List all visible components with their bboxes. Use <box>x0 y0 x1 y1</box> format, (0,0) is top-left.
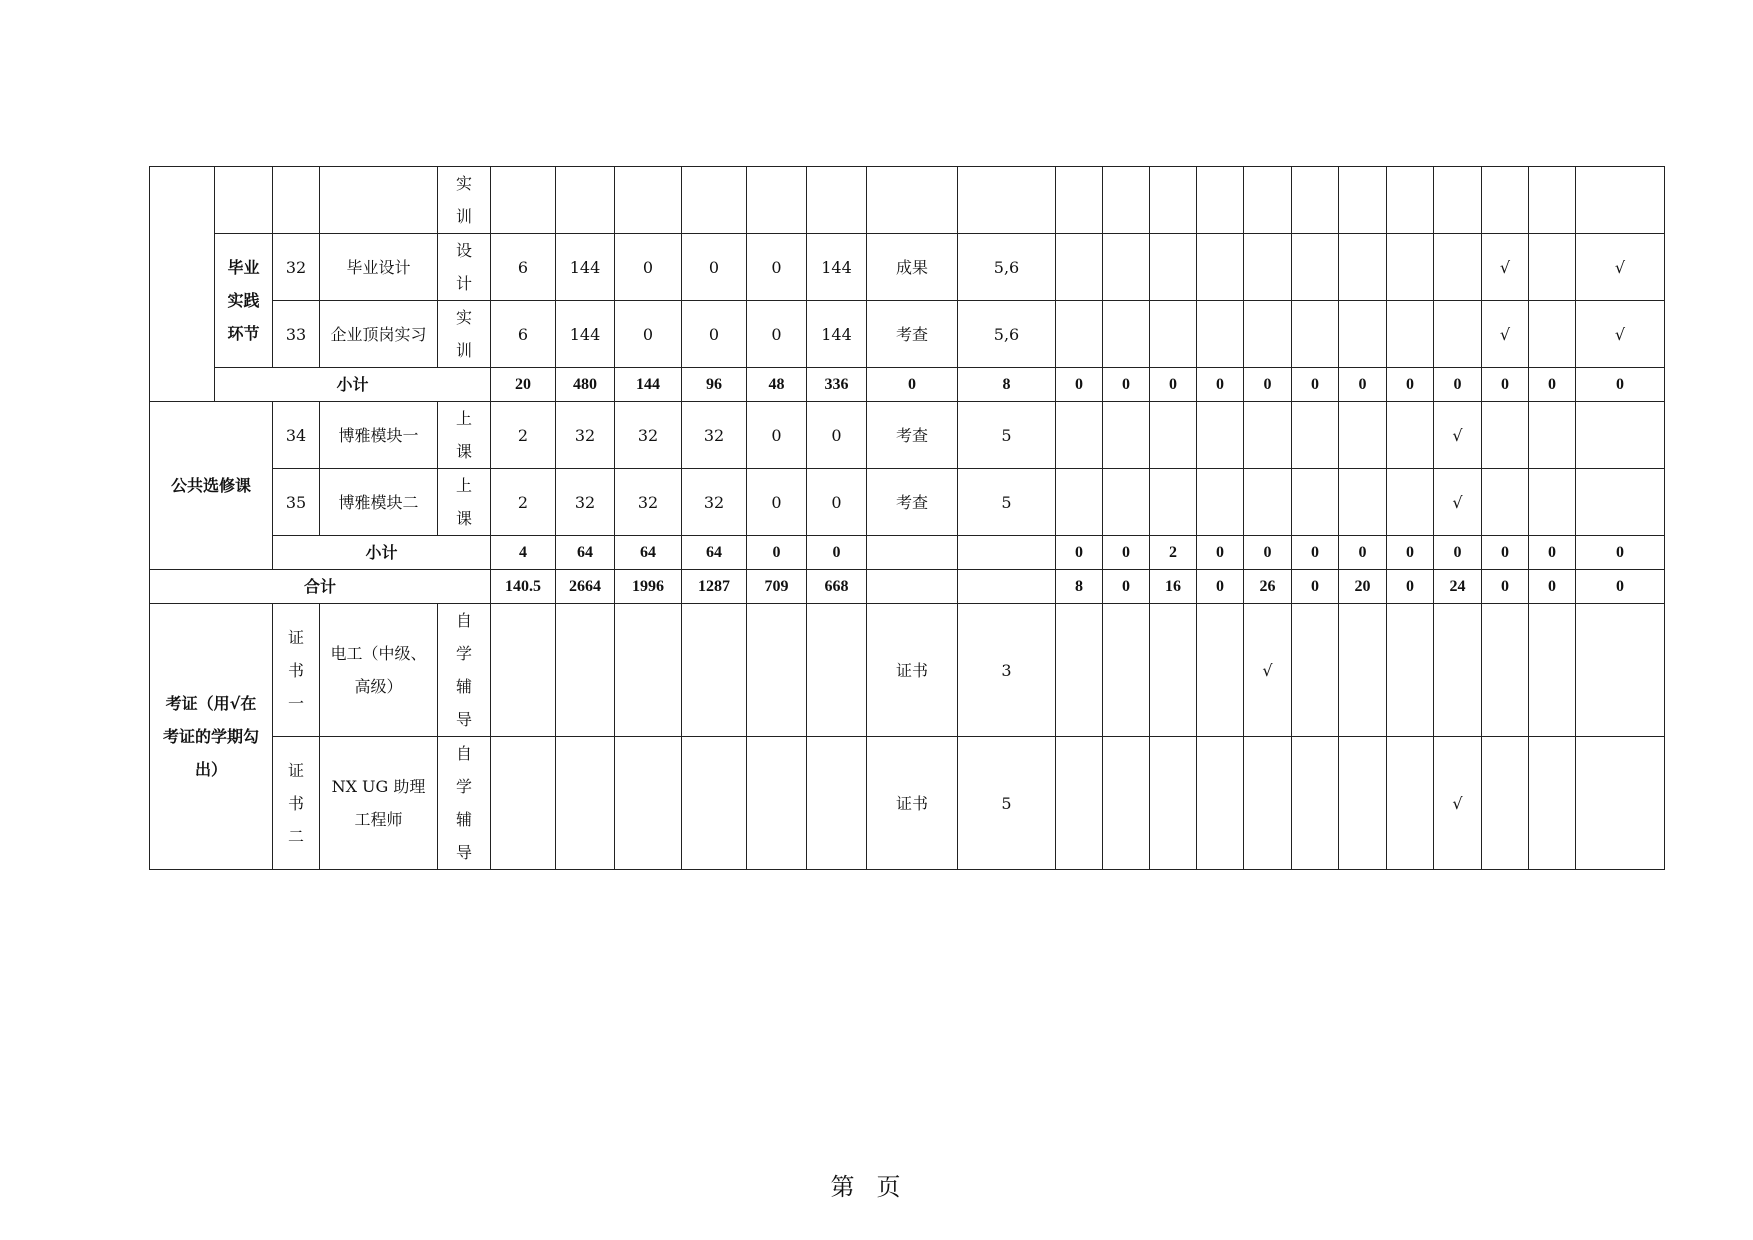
semester-mark <box>1292 737 1339 870</box>
course-number: 34 <box>273 402 320 469</box>
method-cell: 实 训 <box>438 301 491 368</box>
week-value: 0 <box>1197 536 1244 570</box>
table-cell <box>1387 167 1434 234</box>
week-value: 0 <box>1387 368 1434 402</box>
semester-mark <box>1387 737 1434 870</box>
semester-mark <box>1292 234 1339 301</box>
semester-mark <box>1387 402 1434 469</box>
table-cell <box>1103 167 1150 234</box>
subtotal-value: 48 <box>747 368 807 402</box>
week-value: 0 <box>1434 536 1482 570</box>
table-cell <box>1576 167 1665 234</box>
certificate-name: NX UG 助理 工程师 <box>320 737 438 870</box>
semester-mark <box>1292 301 1339 368</box>
subtotal-value: 64 <box>556 536 615 570</box>
week-value: 0 <box>1103 368 1150 402</box>
semester-mark <box>1529 402 1576 469</box>
group-label-graduation: 毕业 实践 环节 <box>215 234 273 368</box>
semester-mark <box>1150 737 1197 870</box>
total-value <box>867 570 958 604</box>
table-row-course <box>150 402 1665 469</box>
semester-mark <box>1244 737 1292 870</box>
week-value: 0 <box>1529 368 1576 402</box>
subtotal-value: 0 <box>747 536 807 570</box>
course-number: 33 <box>273 301 320 368</box>
week-value: 0 <box>1103 570 1150 604</box>
hours-cell: 32 <box>556 469 615 536</box>
hours-cell: 0 <box>807 469 867 536</box>
week-value: 0 <box>1387 536 1434 570</box>
semester-mark <box>1103 402 1150 469</box>
table-cell <box>1197 167 1244 234</box>
week-value: 0 <box>1197 570 1244 604</box>
semester-mark <box>1434 234 1482 301</box>
term-cell: 5,6 <box>958 301 1056 368</box>
subtotal-label: 小计 <box>273 536 491 570</box>
method-cell: 实 训 <box>438 167 491 234</box>
subtotal-value: 336 <box>807 368 867 402</box>
table-cell <box>747 167 807 234</box>
term-cell: 5,6 <box>958 234 1056 301</box>
hours-cell: 0 <box>747 469 807 536</box>
semester-mark <box>1576 469 1665 536</box>
hours-cell: 144 <box>807 234 867 301</box>
week-value: 0 <box>1482 570 1529 604</box>
subtotal-value <box>867 536 958 570</box>
page-footer: 第页 <box>830 1173 923 1201</box>
hours-cell: 0 <box>747 234 807 301</box>
semester-mark <box>1103 469 1150 536</box>
semester-mark <box>1339 234 1387 301</box>
semester-mark <box>1056 402 1103 469</box>
week-value: 2 <box>1150 536 1197 570</box>
semester-mark <box>1150 604 1197 737</box>
table-cell <box>615 167 682 234</box>
table-cell <box>867 167 958 234</box>
subtotal-value: 4 <box>491 536 556 570</box>
semester-mark <box>1244 402 1292 469</box>
semester-mark <box>1103 604 1150 737</box>
semester-mark <box>1529 469 1576 536</box>
certificate-number: 证 书 二 <box>273 737 320 870</box>
subtotal-value: 480 <box>556 368 615 402</box>
semester-mark <box>1197 469 1244 536</box>
week-value: 0 <box>1529 536 1576 570</box>
table-body <box>150 167 1665 870</box>
semester-mark <box>1387 234 1434 301</box>
semester-mark <box>1339 301 1387 368</box>
table-cell <box>1244 167 1292 234</box>
method-cell: 上 课 <box>438 402 491 469</box>
week-value: 20 <box>1339 570 1387 604</box>
table-row-subtotal <box>150 368 1665 402</box>
table-cell <box>958 167 1056 234</box>
semester-mark <box>1576 402 1665 469</box>
week-value: 0 <box>1244 536 1292 570</box>
semester-mark <box>1197 604 1244 737</box>
hours-cell: 0 <box>615 301 682 368</box>
week-value: 0 <box>1197 368 1244 402</box>
table-cell <box>1292 167 1339 234</box>
semester-mark <box>1576 737 1665 870</box>
assessment-cell: 成果 <box>867 234 958 301</box>
week-value: 0 <box>1103 536 1150 570</box>
table-cell <box>320 167 438 234</box>
hours-cell <box>615 604 682 737</box>
assessment-cell: 考查 <box>867 402 958 469</box>
table-row-course <box>150 469 1665 536</box>
table-cell <box>682 167 747 234</box>
semester-mark <box>1434 301 1482 368</box>
certificate-number: 证 书 一 <box>273 604 320 737</box>
group-label-certificate: 考证（用√在 考证的学期勾 出） <box>150 604 273 870</box>
hours-cell: 32 <box>682 469 747 536</box>
table-row-course <box>150 301 1665 368</box>
table-cell <box>491 167 556 234</box>
hours-cell <box>682 737 747 870</box>
total-label: 合计 <box>150 570 491 604</box>
semester-mark <box>1197 234 1244 301</box>
week-value: 0 <box>1576 368 1665 402</box>
subtotal-label: 小计 <box>215 368 491 402</box>
semester-mark <box>1056 301 1103 368</box>
semester-mark <box>1529 604 1576 737</box>
subtotal-value: 96 <box>682 368 747 402</box>
hours-cell <box>682 604 747 737</box>
total-value: 709 <box>747 570 807 604</box>
semester-mark <box>1482 469 1529 536</box>
hours-cell: 0 <box>747 301 807 368</box>
semester-mark <box>1292 469 1339 536</box>
semester-mark <box>1387 469 1434 536</box>
semester-mark <box>1434 604 1482 737</box>
week-value: 0 <box>1339 368 1387 402</box>
subtotal-value: 8 <box>958 368 1056 402</box>
method-cell: 自 学 辅 导 <box>438 604 491 737</box>
week-value: 16 <box>1150 570 1197 604</box>
week-value: 0 <box>1576 570 1665 604</box>
term-cell: 5 <box>958 469 1056 536</box>
semester-mark <box>1529 737 1576 870</box>
week-value: 0 <box>1056 536 1103 570</box>
hours-cell <box>747 737 807 870</box>
semester-mark <box>1292 402 1339 469</box>
table-cell <box>1150 167 1197 234</box>
hours-cell: 0 <box>747 402 807 469</box>
subtotal-value: 64 <box>615 536 682 570</box>
total-value: 668 <box>807 570 867 604</box>
method-cell: 自 学 辅 导 <box>438 737 491 870</box>
certificate-name: 电工（中级、 高级） <box>320 604 438 737</box>
hours-cell <box>615 737 682 870</box>
semester-mark <box>1056 469 1103 536</box>
semester-mark <box>1529 301 1576 368</box>
semester-mark <box>1339 737 1387 870</box>
semester-mark <box>1482 737 1529 870</box>
week-value: 0 <box>1387 570 1434 604</box>
week-value: 0 <box>1576 536 1665 570</box>
course-number: 32 <box>273 234 320 301</box>
hours-cell: 32 <box>615 469 682 536</box>
week-value: 24 <box>1434 570 1482 604</box>
hours-cell: 32 <box>556 402 615 469</box>
semester-mark <box>1292 604 1339 737</box>
week-value: 0 <box>1482 536 1529 570</box>
method-cell: 设 计 <box>438 234 491 301</box>
hours-cell: 144 <box>556 234 615 301</box>
semester-mark <box>1197 402 1244 469</box>
semester-mark <box>1529 234 1576 301</box>
semester-mark <box>1103 234 1150 301</box>
hours-cell: 32 <box>615 402 682 469</box>
week-value: 0 <box>1292 570 1339 604</box>
semester-mark <box>1197 301 1244 368</box>
table-cell <box>1434 167 1482 234</box>
table-cell <box>1056 167 1103 234</box>
week-value: 26 <box>1244 570 1292 604</box>
hours-cell: 144 <box>556 301 615 368</box>
table-cell <box>556 167 615 234</box>
course-name: 博雅模块二 <box>320 469 438 536</box>
week-value: 0 <box>1292 536 1339 570</box>
semester-mark <box>1103 737 1150 870</box>
subtotal-value: 64 <box>682 536 747 570</box>
term-cell: 5 <box>958 737 1056 870</box>
table-cell <box>1482 167 1529 234</box>
hours-cell: 32 <box>682 402 747 469</box>
course-name: 毕业设计 <box>320 234 438 301</box>
semester-mark: √ <box>1434 469 1482 536</box>
table-row-total <box>150 570 1665 604</box>
table-row-continued <box>150 167 1665 234</box>
semester-mark: √ <box>1244 604 1292 737</box>
table-row-certificate <box>150 604 1665 737</box>
week-value: 0 <box>1292 368 1339 402</box>
table-cell <box>215 167 273 234</box>
semester-mark <box>1103 301 1150 368</box>
hours-cell <box>556 737 615 870</box>
subtotal-value: 0 <box>807 536 867 570</box>
hours-cell <box>491 604 556 737</box>
hours-cell: 6 <box>491 301 556 368</box>
hours-cell <box>747 604 807 737</box>
hours-cell <box>556 604 615 737</box>
semester-mark <box>1244 301 1292 368</box>
semester-mark <box>1244 469 1292 536</box>
week-value: 0 <box>1434 368 1482 402</box>
subtotal-value: 0 <box>867 368 958 402</box>
subtotal-value: 20 <box>491 368 556 402</box>
hours-cell: 0 <box>682 234 747 301</box>
table-cell <box>807 167 867 234</box>
subtotal-value <box>958 536 1056 570</box>
hours-cell: 6 <box>491 234 556 301</box>
assessment-cell: 考查 <box>867 301 958 368</box>
assessment-cell: 证书 <box>867 737 958 870</box>
week-value: 0 <box>1482 368 1529 402</box>
week-value: 0 <box>1339 536 1387 570</box>
course-name: 博雅模块一 <box>320 402 438 469</box>
semester-mark: √ <box>1434 737 1482 870</box>
semester-mark: √ <box>1482 234 1529 301</box>
semester-mark: √ <box>1482 301 1529 368</box>
semester-mark <box>1387 301 1434 368</box>
semester-mark <box>1056 234 1103 301</box>
total-value: 140.5 <box>491 570 556 604</box>
semester-mark <box>1056 737 1103 870</box>
semester-mark <box>1150 402 1197 469</box>
semester-mark <box>1056 604 1103 737</box>
category-cell <box>150 167 215 402</box>
semester-mark <box>1244 234 1292 301</box>
hours-cell: 144 <box>807 301 867 368</box>
table-cell <box>1339 167 1387 234</box>
semester-mark <box>1197 737 1244 870</box>
term-cell: 3 <box>958 604 1056 737</box>
table-cell <box>1529 167 1576 234</box>
table-cell <box>273 167 320 234</box>
week-value: 8 <box>1056 570 1103 604</box>
semester-mark <box>1339 402 1387 469</box>
semester-mark <box>1482 604 1529 737</box>
total-value <box>958 570 1056 604</box>
total-value: 1287 <box>682 570 747 604</box>
table-row-subtotal <box>150 536 1665 570</box>
hours-cell <box>491 737 556 870</box>
course-name: 企业顶岗实习 <box>320 301 438 368</box>
semester-mark <box>1150 469 1197 536</box>
semester-mark <box>1150 301 1197 368</box>
semester-mark: √ <box>1434 402 1482 469</box>
week-value: 0 <box>1244 368 1292 402</box>
hours-cell: 0 <box>682 301 747 368</box>
group-label-elective: 公共选修课 <box>150 402 273 570</box>
hours-cell: 0 <box>615 234 682 301</box>
hours-cell: 0 <box>807 402 867 469</box>
semester-mark: √ <box>1576 301 1665 368</box>
semester-mark <box>1339 469 1387 536</box>
table-row-course <box>150 234 1665 301</box>
hours-cell: 2 <box>491 469 556 536</box>
semester-mark <box>1339 604 1387 737</box>
semester-mark <box>1150 234 1197 301</box>
semester-mark <box>1482 402 1529 469</box>
hours-cell <box>807 737 867 870</box>
table-row-certificate <box>150 737 1665 870</box>
subtotal-value: 144 <box>615 368 682 402</box>
hours-cell: 2 <box>491 402 556 469</box>
week-value: 0 <box>1056 368 1103 402</box>
term-cell: 5 <box>958 402 1056 469</box>
semester-mark <box>1387 604 1434 737</box>
course-plan-table <box>149 166 1665 870</box>
week-value: 0 <box>1529 570 1576 604</box>
semester-mark <box>1576 604 1665 737</box>
hours-cell <box>807 604 867 737</box>
total-value: 1996 <box>615 570 682 604</box>
assessment-cell: 证书 <box>867 604 958 737</box>
assessment-cell: 考查 <box>867 469 958 536</box>
course-number: 35 <box>273 469 320 536</box>
total-value: 2664 <box>556 570 615 604</box>
semester-mark: √ <box>1576 234 1665 301</box>
method-cell: 上 课 <box>438 469 491 536</box>
week-value: 0 <box>1150 368 1197 402</box>
